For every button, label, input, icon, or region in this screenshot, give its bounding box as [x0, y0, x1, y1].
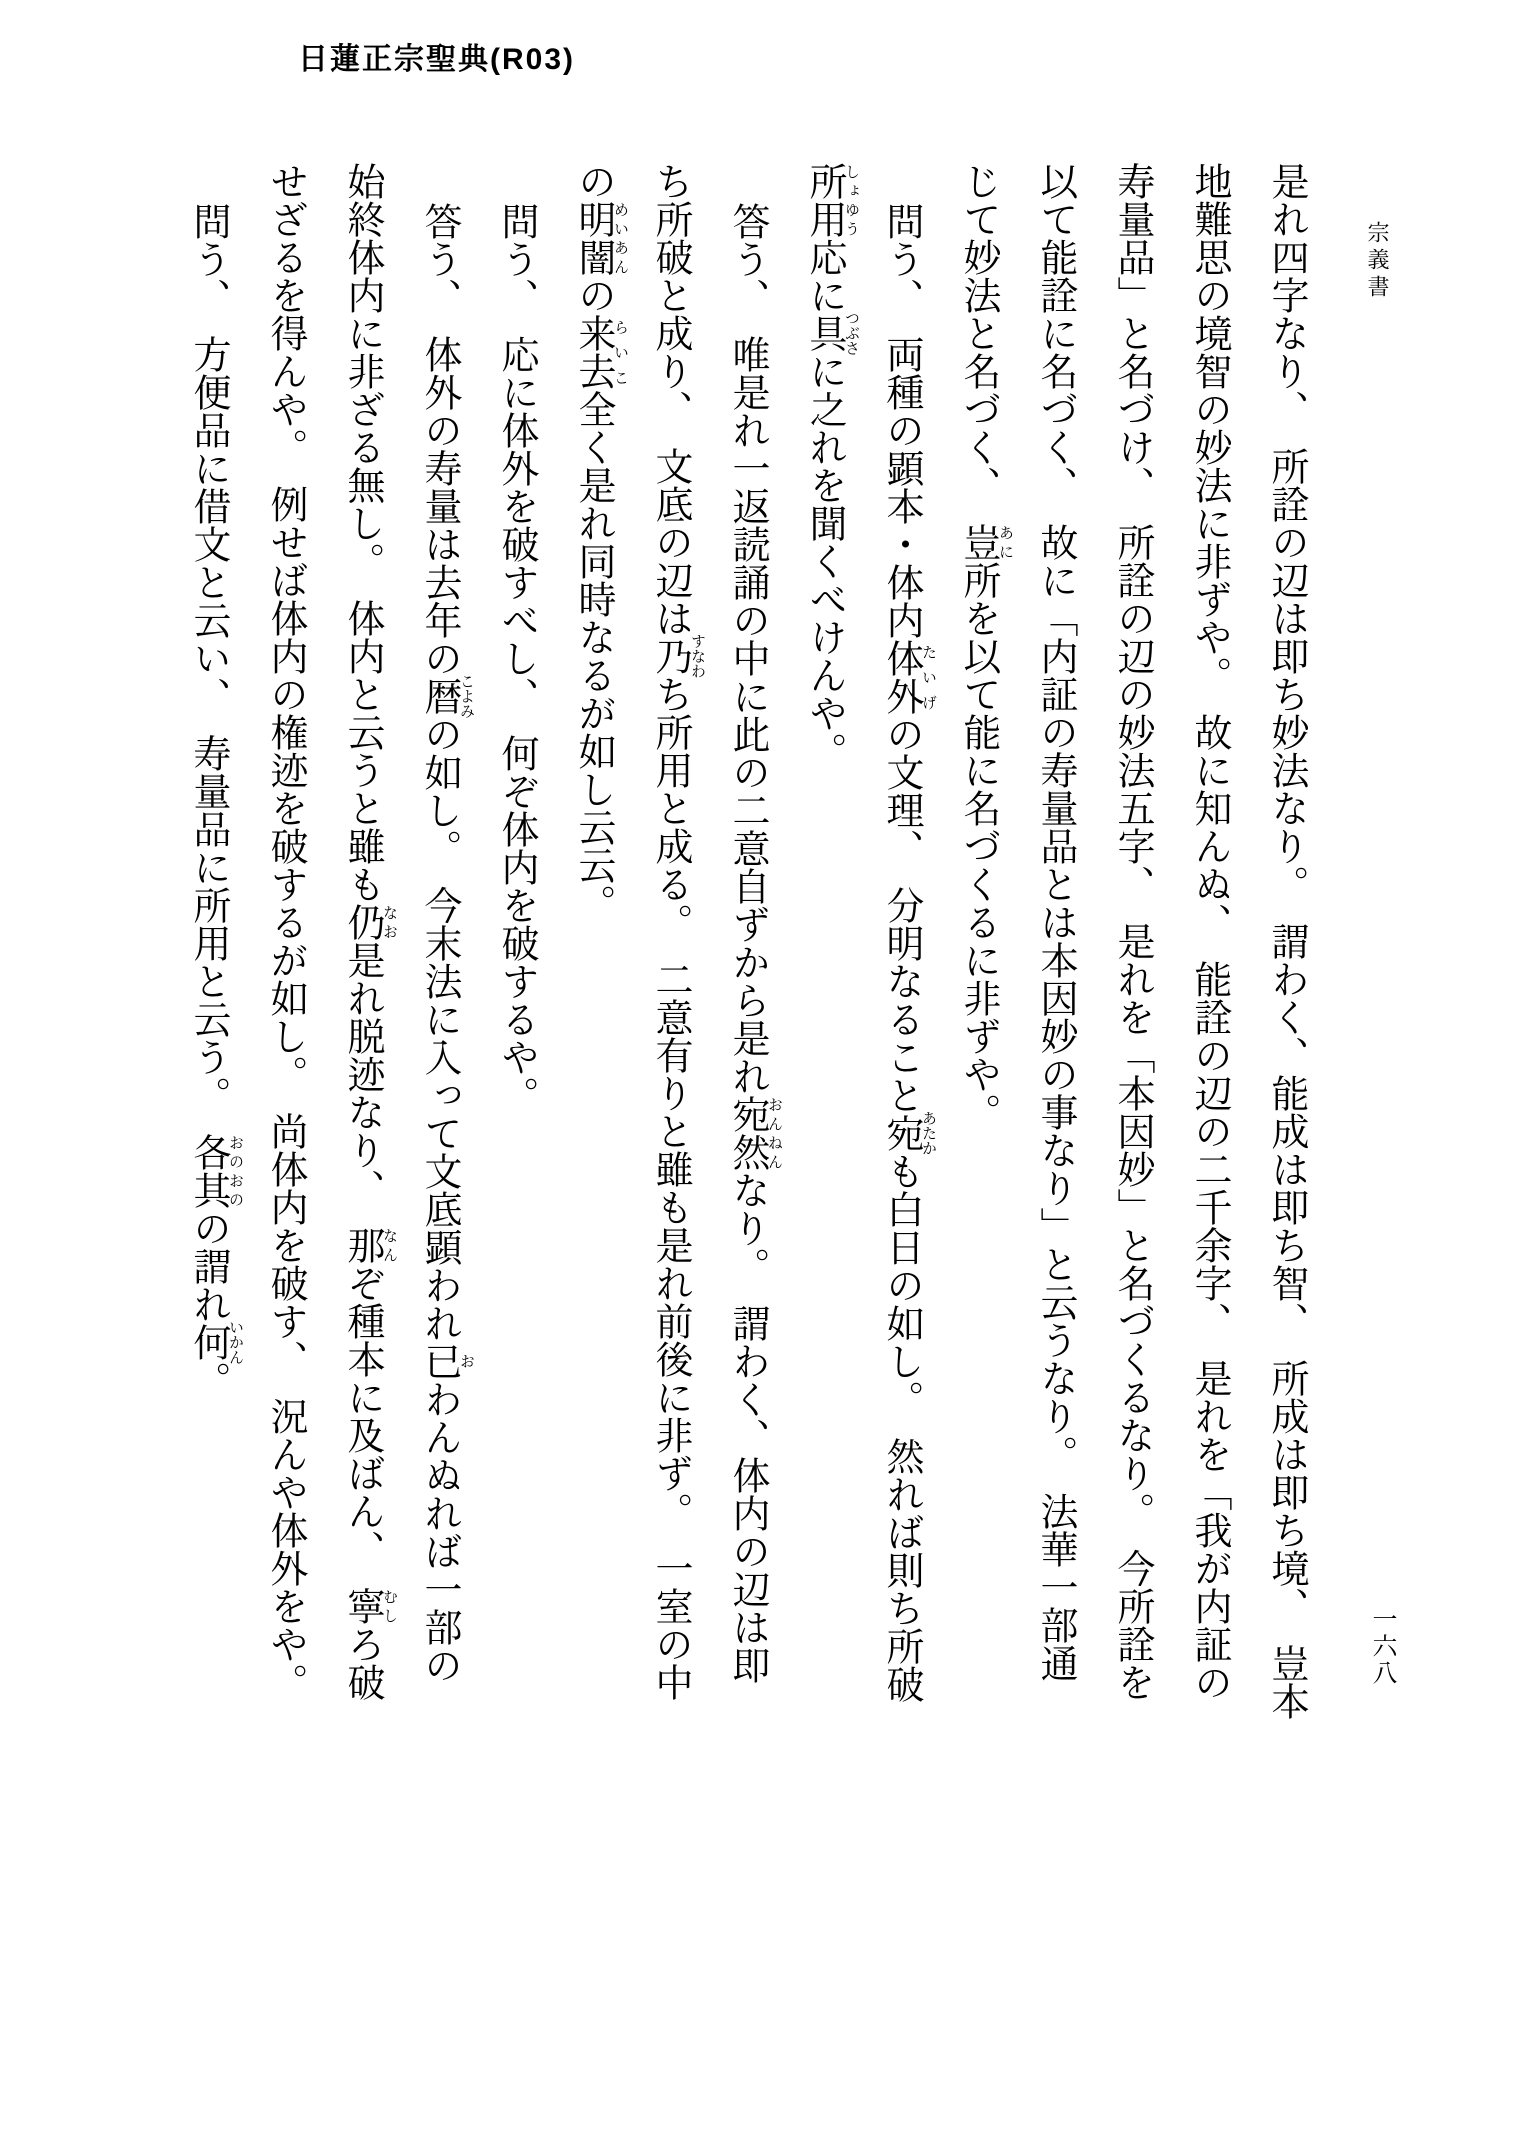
furigana: つぶさ	[843, 310, 859, 356]
text-run: 寿量品」と名づけ、 所詮の辺の妙法五字、 是れを「本因妙」と名づくるなり。 今所詮を	[1111, 162, 1153, 1701]
text-run: の	[572, 276, 614, 314]
furigana: あたか	[920, 1110, 936, 1156]
text-run: 。	[187, 1361, 229, 1399]
text-column	[708, 162, 785, 1852]
text-column	[246, 162, 323, 1852]
ruby-base: 体外たいげ	[880, 639, 936, 715]
text-run: 是れ四字なり、 所詮の辺は即ち妙法なり。 謂わく、能成は即ち智、 所成は即ち境、 豈本	[1265, 162, 1307, 1720]
text-run: 問う、 方便品に借文と云い、 寿量品に所用と云う。	[187, 202, 229, 1133]
text-run: 応に	[803, 238, 845, 314]
ruby-base: 寧むし	[341, 1587, 397, 1625]
text-column	[1247, 162, 1324, 1852]
text-run: 問う、 応に体外を破すべし、 何ぞ体内を破するや。	[495, 202, 537, 1114]
ruby-base: 明闇めいあん	[572, 200, 628, 276]
ruby-base: 具つぶさ	[803, 310, 859, 356]
ruby-base: 所用しょゆう	[803, 162, 859, 238]
text-run: ち所破と成り、 文底の辺は	[649, 162, 691, 637]
text-run: ぞ種本に及ばん、	[341, 1264, 383, 1587]
text-run: 始終体内に非ざる無し。 体内と云うと雖も	[341, 162, 383, 903]
furigana: すなわ	[689, 633, 705, 679]
text-column	[477, 162, 554, 1852]
text-run: 問う、 両種の顕本・体内	[880, 202, 922, 639]
ruby-base: 宛然おんねん	[726, 1095, 782, 1171]
furigana: なん	[381, 1226, 397, 1264]
ruby-base: 乃すなわ	[649, 633, 705, 679]
furigana: むし	[381, 1587, 397, 1625]
text-run: せざるを得んや。 例せば体内の権迹を破するが如し。 尚体内を破す、 況んや体外をや。	[264, 162, 306, 1701]
text-run: 答う、 唯是れ一返読誦の中に此の二意自ずから是れ	[726, 202, 768, 1095]
text-run: 所を以て能に名づくるに非ずや。	[957, 561, 999, 1131]
text-run: も白日の如し。 然れば則ち所破	[880, 1152, 922, 1703]
furigana: めいあん	[612, 200, 628, 276]
furigana: おのおの	[227, 1133, 243, 1209]
book-header-title: 日蓮正宗聖典(R03)	[298, 43, 576, 76]
text-run: 以て能詮に名づく、 故に「内証の寿量品とは本因妙の事なり」と云うなり。 法華一部通	[1034, 162, 1076, 1682]
furigana: なお	[381, 903, 397, 941]
vertical-body-text	[169, 162, 1324, 1852]
text-column	[554, 162, 631, 1852]
text-column	[785, 162, 862, 1852]
furigana: しょゆう	[843, 162, 859, 238]
page-number: 一六八	[1369, 1606, 1396, 1687]
text-column	[323, 162, 400, 1852]
ruby-base: 那なん	[341, 1226, 397, 1264]
text-column	[1170, 162, 1247, 1852]
text-column	[631, 162, 708, 1852]
text-run: の	[572, 162, 614, 200]
ruby-base: 暦こよみ	[418, 673, 474, 719]
text-run: 是れ脱迹なり、	[341, 941, 383, 1226]
text-run: わんぬれば一部の	[418, 1380, 460, 1684]
furigana: こよみ	[458, 673, 474, 719]
furigana: あに	[997, 523, 1013, 561]
furigana: いかん	[227, 1319, 243, 1365]
text-column	[169, 162, 246, 1852]
text-run: なり。 謂わく、体内の辺は即	[726, 1171, 768, 1684]
ruby-base: 各其おのおの	[187, 1133, 243, 1209]
text-run: 全く是れ同時なるが如し云云。	[572, 390, 614, 922]
text-column	[1093, 162, 1170, 1852]
text-run: 地難思の境智の妙法に非ずや。 故に知んぬ、 能詮の辺の二千余字、 是れを「我が内証の	[1188, 162, 1230, 1701]
ruby-base: 来去らいこ	[572, 314, 628, 390]
furigana: お	[458, 1342, 474, 1380]
text-run: ち所用と成る。 二意有りと雖も是れ前後に非ず。 一室の中	[649, 675, 691, 1701]
text-run: ろ破	[341, 1625, 383, 1701]
ruby-base: 宛あたか	[880, 1110, 936, 1156]
ruby-base: 已お	[418, 1342, 474, 1380]
furigana: おんねん	[766, 1095, 782, 1171]
ruby-base: 豈あに	[957, 523, 1013, 561]
text-run: の如し。 今末法に入って文底顕われ	[418, 715, 460, 1342]
text-column	[400, 162, 477, 1852]
text-column	[939, 162, 1016, 1852]
text-run: じて妙法と名づく、	[957, 162, 999, 523]
ruby-base: 仍なお	[341, 903, 397, 941]
text-run: に之れを聞くべけんや。	[803, 352, 845, 770]
furigana: らいこ	[612, 314, 628, 390]
furigana: たいげ	[920, 639, 936, 715]
ruby-base: 何いかん	[187, 1319, 243, 1365]
text-run: 答う、 体外の寿量は去年の	[418, 202, 460, 677]
text-run: の文理、 分明なること	[880, 715, 922, 1114]
section-label: 宗義書	[1365, 221, 1390, 302]
text-column	[1016, 162, 1093, 1852]
text-column	[862, 162, 939, 1852]
text-run: の謂れ	[187, 1209, 229, 1323]
